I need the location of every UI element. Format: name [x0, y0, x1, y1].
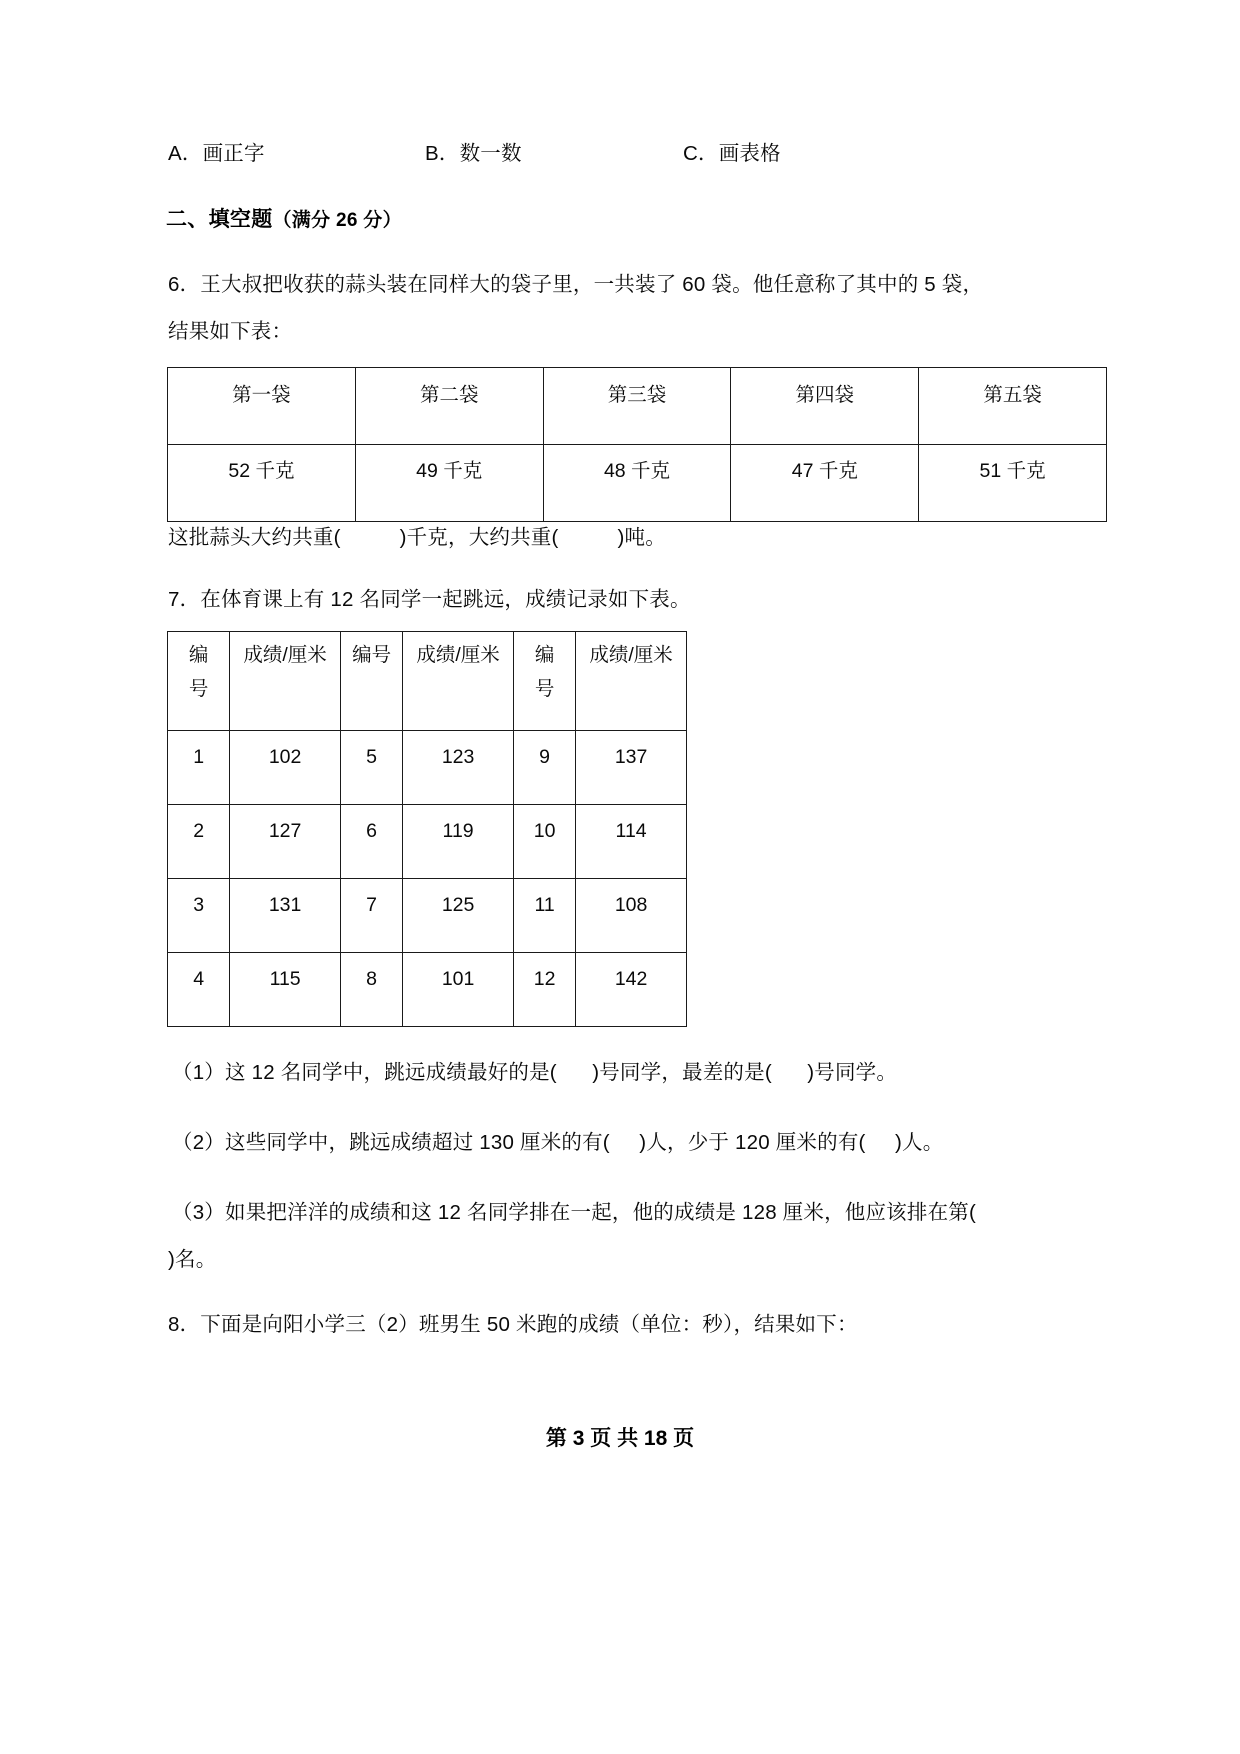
- scores-header-score-1: 成绩/厘米: [230, 632, 341, 731]
- table-row: [168, 879, 687, 953]
- scores-cell: 114: [576, 805, 687, 879]
- scores-cell: 119: [403, 805, 514, 879]
- scores-cell: 12: [513, 953, 575, 1027]
- scores-cell: 137: [576, 731, 687, 805]
- table-row-header: [168, 368, 1107, 445]
- bags-value-cell-5: 51 千克: [919, 445, 1107, 522]
- question-8-line-1: 8．下面是向阳小学三（2）班男生 50 米跑的成绩（单位：秒），结果如下：: [168, 1313, 858, 1336]
- bags-header-cell-2: 第二袋: [355, 368, 543, 445]
- section-heading-score: （满分 26 分）: [272, 210, 402, 231]
- bags-value-cell-1: 52 千克: [168, 445, 356, 522]
- scores-cell: 2: [168, 805, 230, 879]
- bags-value-cell-3: 48 千克: [543, 445, 731, 522]
- bags-value-cell-2: 49 千克: [355, 445, 543, 522]
- table-row: [168, 731, 687, 805]
- bags-header-cell-4: 第四袋: [731, 368, 919, 445]
- page-footer: 第 3 页 共 18 页: [545, 1427, 695, 1450]
- scores-cell: 8: [340, 953, 402, 1027]
- choice-option-a[interactable]: A．画正字: [168, 142, 265, 165]
- jump-scores-table: [167, 631, 687, 1027]
- scores-cell: 5: [340, 731, 402, 805]
- scores-header-id-3: 编 号: [513, 632, 575, 731]
- question-7-sub-2: （2）这些同学中，跳远成绩超过 130 厘米的有( )人，少于 120 厘米的有( )人。: [172, 1131, 944, 1154]
- scores-cell: 123: [403, 731, 514, 805]
- scores-cell: 11: [513, 879, 575, 953]
- scores-cell: 7: [340, 879, 402, 953]
- table-row-header: [168, 632, 687, 731]
- scores-cell: 3: [168, 879, 230, 953]
- scores-header-id-1: 编 号: [168, 632, 230, 731]
- choice-row: [168, 137, 1108, 169]
- table-row: [168, 445, 1107, 522]
- scores-cell: 101: [403, 953, 514, 1027]
- question-6-fill-in-line: 这批蒜头大约共重( )千克，大约共重( )吨。: [168, 526, 666, 549]
- scores-cell: 115: [230, 953, 341, 1027]
- question-6-line-1: 6．王大叔把收获的蒜头装在同样大的袋子里，一共装了 60 袋。他任意称了其中的 5 袋，: [168, 273, 984, 296]
- scores-cell: 9: [513, 731, 575, 805]
- question-7-line-1: 7．在体育课上有 12 名同学一起跳远，成绩记录如下表。: [168, 588, 691, 611]
- scores-cell: 102: [230, 731, 341, 805]
- scores-cell: 4: [168, 953, 230, 1027]
- scores-header-score-3: 成绩/厘米: [576, 632, 687, 731]
- scores-cell: 125: [403, 879, 514, 953]
- choice-option-c[interactable]: C．画表格: [683, 142, 781, 165]
- scores-cell: 6: [340, 805, 402, 879]
- table-row: [168, 953, 687, 1027]
- scores-header-id-2: 编号: [340, 632, 402, 731]
- scores-header-score-2: 成绩/厘米: [403, 632, 514, 731]
- scores-cell: 142: [576, 953, 687, 1027]
- question-6-line-2: 结果如下表：: [168, 320, 293, 343]
- question-7-sub-3-line-2: )名。: [168, 1248, 217, 1271]
- choice-option-b[interactable]: B．数一数: [425, 142, 522, 165]
- garlic-bags-table: [167, 367, 1107, 522]
- scores-cell: 127: [230, 805, 341, 879]
- bags-value-cell-4: 47 千克: [731, 445, 919, 522]
- section-heading-title: 二、填空题: [166, 208, 273, 231]
- bags-header-cell-3: 第三袋: [543, 368, 731, 445]
- scores-cell: 10: [513, 805, 575, 879]
- bags-header-cell-5: 第五袋: [919, 368, 1107, 445]
- bags-header-cell-1: 第一袋: [168, 368, 356, 445]
- question-7-sub-1: （1）这 12 名同学中，跳远成绩最好的是( )号同学，最差的是( )号同学。: [172, 1061, 898, 1084]
- scores-cell: 108: [576, 879, 687, 953]
- table-row: [168, 805, 687, 879]
- scores-cell: 131: [230, 879, 341, 953]
- section-heading: [166, 203, 402, 233]
- scores-cell: 1: [168, 731, 230, 805]
- question-7-sub-3-line-1: （3）如果把洋洋的成绩和这 12 名同学排在一起，他的成绩是 128 厘米，他应该排在第(: [172, 1201, 977, 1224]
